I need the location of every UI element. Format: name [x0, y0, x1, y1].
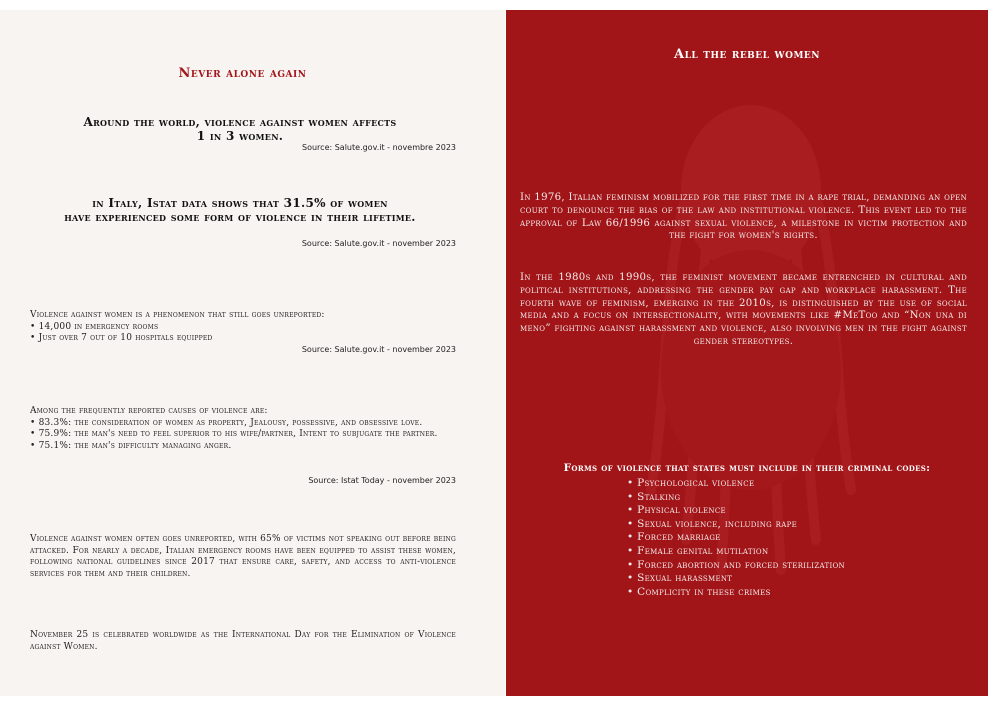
stat-italy	[20, 196, 460, 224]
forms-list-item: • Stalking	[627, 491, 845, 505]
stat-italy-line1: in Italy, Istat data shows that 31.5% of women	[92, 196, 388, 210]
unreported-source: Source: Salute.gov.it - november 2023	[301, 345, 456, 354]
stat-global-source: Source: Salute.gov.it - novembre 2023	[302, 143, 456, 152]
unreported-intro: Violence against women is a phenomenon that still goes unreported:	[30, 310, 325, 320]
causes-item: • 83.3%: the consideration of women as property, Jealousy, possessive, and obsessive love.	[30, 417, 423, 428]
paragraph-nov25	[30, 630, 456, 653]
right-title: All the rebel women	[673, 47, 820, 62]
stat-global-line1: Around the world, violence against women affects	[83, 115, 397, 129]
forms-list	[627, 477, 845, 599]
stat-italy-source: Source: Salute.gov.it - november 2023	[301, 239, 456, 248]
history-paragraph-2-text: In the 1980s and 1990s, the feminist movement became entrenched in cultural and political institutions, addressing the gender pay gap and workplace harassment. The fourth wave of feminism, emerging in the 2010s, is distinguished by the use of social media and a focus on intersectionality, with movements like #MeToo and “Non una di meno” fighting against harassment and violence, also involving men in the fight against gender stereotypes.	[520, 272, 967, 347]
causes-source: Source: Istat Today - november 2023	[308, 476, 456, 485]
history-paragraph-1-text: In 1976, Italian feminism mobilized for the first time in a rape trial, demanding an open court to denounce the bias of the law and institutional violence. This event led to the approval of Law 66/1996 against sexual violence, a milestone in victim protection and the fight for women's rights.	[520, 192, 967, 242]
right-panel	[506, 10, 988, 696]
unreported-block	[30, 310, 456, 345]
left-panel	[0, 10, 505, 696]
stat-italy-line2: have experienced some form of violence in their lifetime.	[64, 210, 416, 224]
forms-list-item: • Forced abortion and forced sterilization	[627, 559, 845, 573]
paragraph-unreported-text: Violence against women often goes unreported, with 65% of victims not speaking out before being attacked. For nearly a decade, Italian emergency rooms have been equipped to assist these women, following national guidelines since 2017 that ensure care, safety, and access to anti-violence services for them and their children.	[30, 534, 456, 579]
forms-list-item: • Psychological violence	[627, 477, 845, 491]
causes-intro: Among the frequently reported causes of violence are:	[30, 406, 268, 416]
forms-list-item: • Female genital mutilation	[627, 545, 845, 559]
causes-item: • 75.1%: the man's difficulty managing anger.	[30, 440, 232, 451]
forms-list-item: • Physical violence	[627, 504, 845, 518]
unreported-item: • 14,000 in emergency rooms	[30, 321, 159, 332]
forms-list-item: • Complicity in these crimes	[627, 586, 845, 600]
forms-list-item: • Forced marriage	[627, 531, 845, 545]
history-paragraph-1	[520, 192, 967, 243]
causes-block	[30, 406, 456, 452]
left-title: Never alone again	[178, 66, 307, 81]
stat-global-line2: 1 in 3 women.	[196, 129, 284, 143]
causes-item: • 75.9%: the man's need to feel superior to his wife/partner, Intent to subjugate the partner.	[30, 429, 438, 439]
paragraph-unreported	[30, 534, 456, 580]
forms-title: Forms of violence that states must include in their criminal codes:	[563, 462, 931, 474]
unreported-item: • Just over 7 out of 10 hospitals equipped	[30, 333, 213, 343]
history-paragraph-2	[520, 272, 967, 349]
paragraph-nov25-text: November 25 is celebrated worldwide as the International Day for the Elimination of Violence against Women.	[30, 630, 456, 652]
forms-list-item: • Sexual harassment	[627, 572, 845, 586]
stat-global	[20, 115, 460, 143]
forms-list-item: • Sexual violence, including rape	[627, 518, 845, 532]
